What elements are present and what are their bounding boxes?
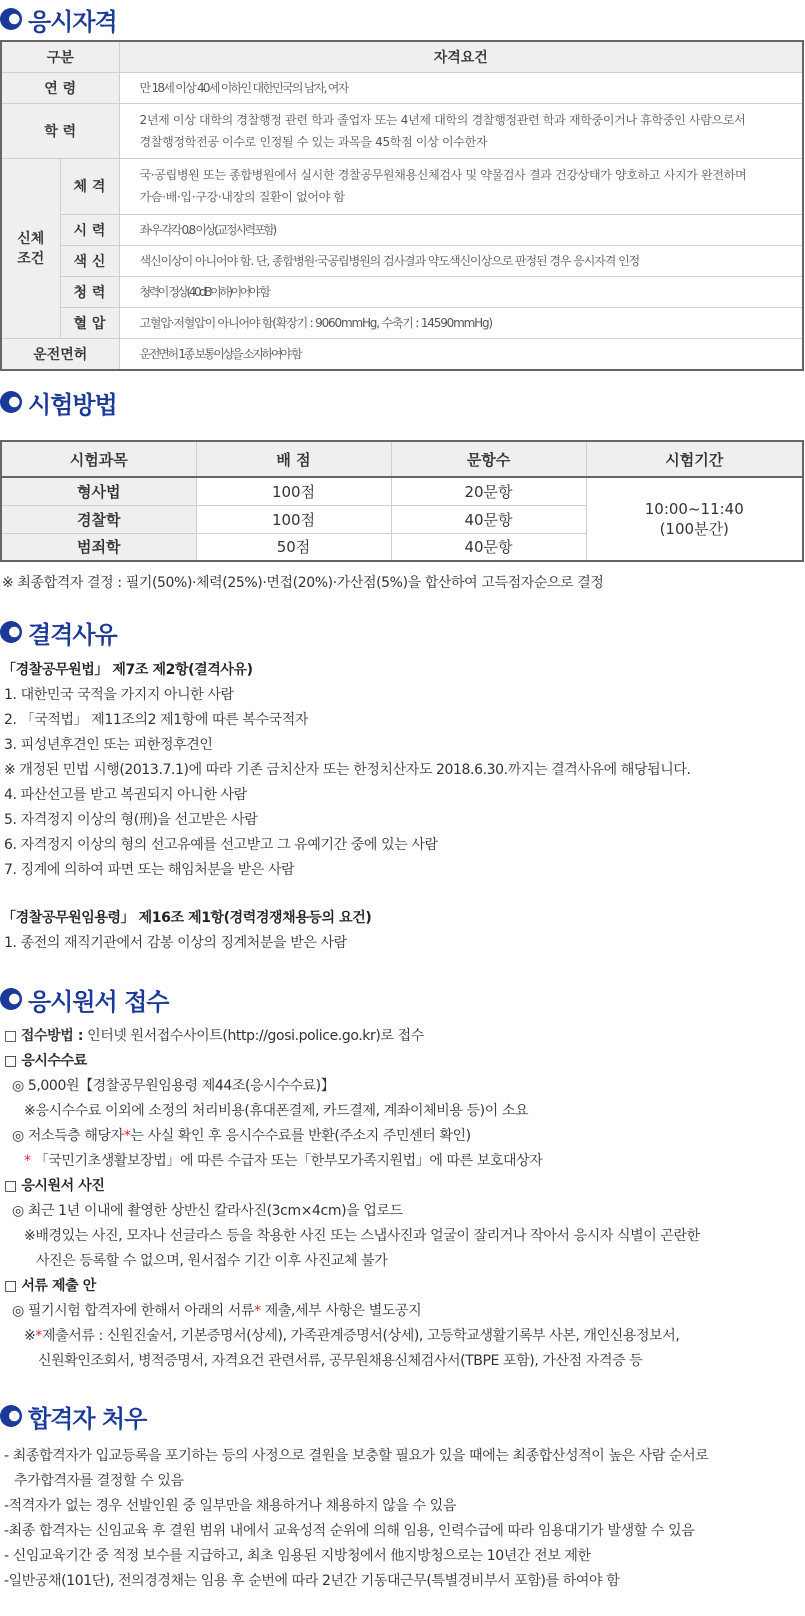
body-condition-group-label: 신체 조건 xyxy=(1,158,60,338)
row-value-color-vision: 색신이상이 아니어야 함. 단, 종합병원·국공립병원의 검사결과 약도색신이상으로 판정된 경우 응시자격 인정 xyxy=(119,245,803,276)
docs-line: 신원확인조회서, 병적증명서, 자격요건 관련서류, 공무원채용신체검사서(TBPE 포함), 가산점 자격증 등 xyxy=(38,1353,643,1369)
row-label-hearing: 청 력 xyxy=(60,276,119,307)
exam-score: 100점 xyxy=(196,477,391,505)
table-row xyxy=(1,276,803,307)
section-title-exam-method xyxy=(0,387,117,417)
exam-score: 50점 xyxy=(196,533,391,561)
table-row xyxy=(1,477,803,505)
list-item: 4. 파산선고를 받고 복권되지 아니한 사람 xyxy=(4,787,247,803)
circle-bullet-icon xyxy=(0,8,22,30)
checkbox-square-icon: □ xyxy=(4,1278,17,1294)
header-duration: 시험기간 xyxy=(586,441,803,477)
checkbox-square-icon: □ xyxy=(4,1053,17,1069)
photo-title: □ 응시원서 사진 xyxy=(4,1178,105,1194)
fee-line: * 「국민기초생활보장법」에 따른 수급자 또는「한부모가족지원법」에 따른 보호대상자 xyxy=(24,1153,543,1169)
exam-count: 20문항 xyxy=(391,477,586,505)
header-score: 배 점 xyxy=(196,441,391,477)
row-label-color-vision: 색 신 xyxy=(60,245,119,276)
section-title-text: 응시원서 접수 xyxy=(28,987,169,1016)
fee-line: ◎ 저소득층 해당자*는 사실 확인 후 응시수수료를 반환(주소지 주민센터 확인) xyxy=(12,1128,471,1144)
treatment-line: -일반공채(101단), 전의경경채는 임용 후 순번에 따라 2년간 기동대근무(특별경비부서 포함)를 하여야 함 xyxy=(4,1573,620,1589)
exam-subject: 범죄학 xyxy=(1,533,196,561)
treatment-line: - 최종합격자가 입교등록을 포기하는 등의 사정으로 결원을 보충할 필요가 있을 때에는 최종합산성적이 높은 사람 순서로 xyxy=(4,1448,709,1464)
list-item: 2. 「국적법」 제11조의2 제1항에 따른 복수국적자 xyxy=(4,712,309,728)
docs-line: ◎ 필기시험 합격자에 한해서 아래의 서류* 제출,세부 사항은 별도공지 xyxy=(12,1303,422,1319)
header-requirement: 자격요건 xyxy=(119,41,803,72)
section-title-text: 합격자 처우 xyxy=(28,1404,147,1433)
photo-line: ※배경있는 사진, 모자나 선글라스 등을 착용한 사진 또는 스냅사진과 얼굴이 잘리거나 작아서 응시자 식별이 곤란한 xyxy=(24,1228,700,1244)
row-value-license: 운전면허 1종 보통이상을 소지하여야 함 xyxy=(119,338,803,370)
row-value-education: 2년제 이상 대학의 경찰행정 관련 학과 졸업자 또는 4년제 대학의 경찰행정관련 학과 재학중이거나 휴학중인 사람으로서 경찰행정학전공 이수로 인정될 수 있는 과목을 45학점 이상 이수한자 xyxy=(119,103,803,158)
section-title-disqualification xyxy=(0,617,117,647)
circle-bullet-icon xyxy=(0,621,22,643)
row-label-license: 운전면허 xyxy=(1,338,119,370)
list-item: 1. 대한민국 국적을 가지지 아니한 사람 xyxy=(4,687,234,703)
table-row xyxy=(1,307,803,338)
exam-subject: 경찰학 xyxy=(1,505,196,533)
exam-table xyxy=(0,440,804,562)
docs-line: ※*제출서류 : 신원진술서, 기본증명서(상세), 가족관계증명서(상세), 고등학교생활기록부 사본, 개인신용정보서, xyxy=(24,1328,680,1344)
table-row xyxy=(1,214,803,245)
asterisk-mark: * xyxy=(254,1303,261,1319)
exam-subject: 형사법 xyxy=(1,477,196,505)
qualification-table xyxy=(0,40,804,371)
row-label-blood-pressure: 혈 압 xyxy=(60,307,119,338)
asterisk-mark: * xyxy=(123,1128,131,1144)
section-title-application xyxy=(0,984,168,1014)
treatment-line: - 신임교육기간 중 적정 보수를 지급하고, 최초 임용된 지방청에서 他지방청으로는 10년간 전보 제한 xyxy=(4,1548,591,1564)
law-title: 「경찰공무원임용령」 제16조 제1항(경력경쟁채용등의 요건) xyxy=(2,910,372,926)
row-label-physique: 체 격 xyxy=(60,158,119,214)
treatment-line: -최종 합격자는 신임교육 후 결원 범위 내에서 교육성적 순위에 의해 임용, 인력수급에 따라 임용대기가 발생할 수 있음 xyxy=(4,1523,695,1539)
checkbox-square-icon: □ xyxy=(4,1028,17,1044)
application-method: □ 접수방법 : 인터넷 원서접수사이트(http://gosi.police.go.kr)로 접수 xyxy=(4,1028,424,1044)
section-title-text: 응시자격 xyxy=(28,7,117,36)
section-title-text: 시험방법 xyxy=(28,390,117,419)
circle-bullet-icon xyxy=(0,391,22,413)
list-item: 1. 종전의 재직기관에서 감봉 이상의 징계처분을 받은 사람 xyxy=(4,935,347,951)
row-value-hearing: 청력이 정상(40dB이하)이어야 함 xyxy=(119,276,803,307)
exam-count: 40문항 xyxy=(391,505,586,533)
row-label-age: 연 령 xyxy=(1,72,119,103)
list-item: 6. 자격정지 이상의 형의 선고유예를 선고받고 그 유예기간 중에 있는 사람 xyxy=(4,837,438,853)
circle-bullet-icon xyxy=(0,1405,22,1427)
table-row xyxy=(1,245,803,276)
row-value-age: 만 18세 이상 40세 이하인 대한민국의 남자, 여자 xyxy=(119,72,803,103)
section-title-text: 결격사유 xyxy=(28,620,117,649)
circle-bullet-icon xyxy=(0,988,22,1010)
list-item: 5. 자격정지 이상의 형(刑)을 선고받은 사람 xyxy=(4,812,258,828)
row-label-vision: 시 력 xyxy=(60,214,119,245)
photo-line: ◎ 최근 1년 이내에 촬영한 상반신 칼라사진(3cm×4cm)을 업로드 xyxy=(12,1203,403,1219)
table-row xyxy=(1,158,803,214)
section-title-treatment xyxy=(0,1401,146,1431)
photo-line: 사진은 등록할 수 없으며, 원서접수 기간 이후 사진교체 불가 xyxy=(36,1253,388,1269)
exam-count: 40문항 xyxy=(391,533,586,561)
row-value-blood-pressure: 고혈압·저혈압이 아니어야 함(확장기 : 9060mmHg, 수축기 : 14590mmHg) xyxy=(119,307,803,338)
asterisk-mark: * xyxy=(35,1328,42,1344)
exam-score: 100점 xyxy=(196,505,391,533)
asterisk-mark: * xyxy=(24,1153,31,1169)
law-title: 「경찰공무원법」 제7조 제2항(결격사유) xyxy=(2,662,253,678)
table-row xyxy=(1,338,803,370)
list-note: ※ 개정된 민법 시행(2013.7.1)에 따라 기존 금치산자 또는 한정치산자도 2018.6.30.까지는 결격사유에 해당됩니다. xyxy=(4,762,691,778)
fee-title: □ 응시수수료 xyxy=(4,1053,87,1069)
section-title-qualification xyxy=(0,4,117,34)
row-value-physique: 국·공립병원 또는 종합병원에서 실시한 경찰공무원채용신체검사 및 약물검사 결과 건강상태가 양호하고 사지가 완전하며 가슴·배·입·구강·내장의 질환이 없어야 함 xyxy=(119,158,803,214)
header-count: 문항수 xyxy=(391,441,586,477)
table-row xyxy=(1,103,803,158)
list-item: 3. 피성년후견인 또는 피한정후견인 xyxy=(4,737,213,753)
exam-note: ※ 최종합격자 결정 : 필기(50%)·체력(25%)·면접(20%)·가산점(5%)을 합산하여 고득점자순으로 결정 xyxy=(2,575,604,591)
exam-duration: 10:00~11:40 (100분간) xyxy=(586,477,803,561)
checkbox-square-icon: □ xyxy=(4,1178,17,1194)
treatment-line: -적격자가 없는 경우 선발인원 중 일부만을 채용하거나 채용하지 않을 수 있음 xyxy=(4,1498,456,1514)
table-row xyxy=(1,72,803,103)
row-label-education: 학 력 xyxy=(1,103,119,158)
treatment-line: 추가합격자를 결정할 수 있음 xyxy=(14,1473,184,1489)
list-item: 7. 징계에 의하여 파면 또는 해임처분을 받은 사람 xyxy=(4,862,295,878)
fee-line: ◎ 5,000원【경찰공무원임용령 제44조(응시수수료)】 xyxy=(12,1078,335,1094)
docs-title: □ 서류 제출 안 xyxy=(4,1278,96,1294)
row-value-vision: 좌·우 각각 0.8 이상(교정시력포함) xyxy=(119,214,803,245)
header-category: 구분 xyxy=(1,41,119,72)
fee-line: ※응시수수료 이외에 소정의 처리비용(휴대폰결제, 카드결제, 계좌이체비용 등)이 소요 xyxy=(24,1103,529,1119)
header-subject: 시험과목 xyxy=(1,441,196,477)
